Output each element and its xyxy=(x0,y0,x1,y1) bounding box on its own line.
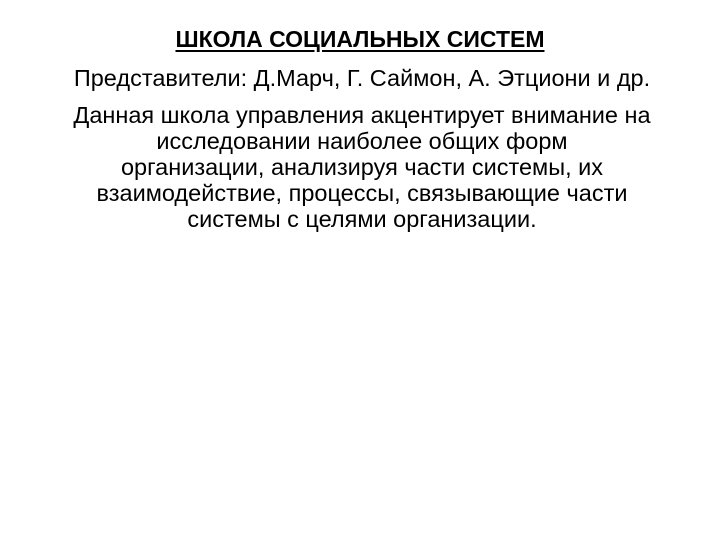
slide-title: ШКОЛА СОЦИАЛЬНЫХ СИСТЕМ xyxy=(175,26,545,52)
description-line: исследовании наиболее общих форм xyxy=(156,128,568,154)
description-line: организации, анализируя части системы, их xyxy=(120,154,604,180)
description-line: Данная школа управления акцентирует внимание на xyxy=(73,102,651,128)
description-line: системы с целями организации. xyxy=(187,206,537,232)
representatives-line: Представители: Д.Марч, Г. Саймон, А. Этциони и др. xyxy=(73,65,651,91)
description-line: взаимодействие, процессы, связывающие части xyxy=(96,180,628,206)
